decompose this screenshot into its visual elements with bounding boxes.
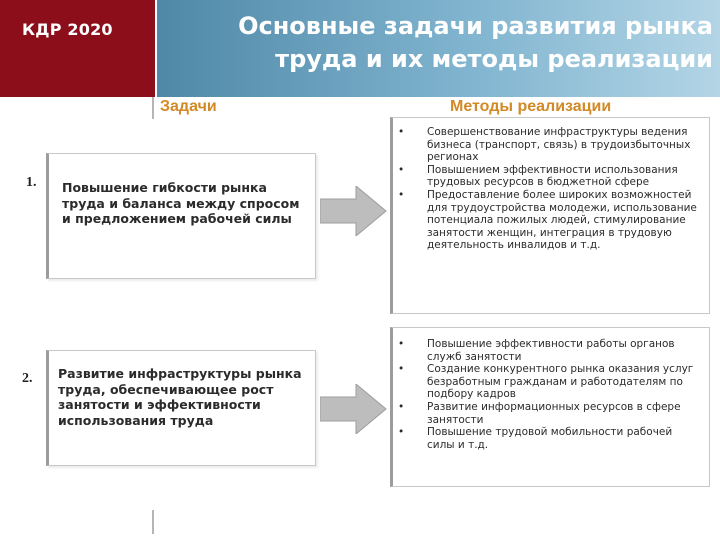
bullet-icon: • [398,163,405,176]
arrow-right-icon [320,186,388,236]
methods-column-header: Методы реализации [450,98,612,115]
list-item [398,126,698,164]
method-text: Повышение трудовой мобильности рабочей силы и т.д. [427,426,673,451]
brand-block [0,0,155,97]
method-text: Создание конкурентного рынка оказания услуг безработным гражданам и работодателям по подбору кадров [427,363,694,401]
methods-list-1 [398,126,698,252]
task-number: 2. [22,371,33,386]
title-line-2: труда и их методы реализации [275,45,713,73]
bullet-icon: • [398,188,405,201]
task-number: 1. [26,175,37,190]
method-text: Повышением эффективности использования трудовых ресурсов в бюджетной сфере [427,163,678,189]
arrow-right-icon [320,384,388,434]
method-text: Совершенствование инфраструктуры ведения бизнеса (транспорт, связь) в трудоизбыточных регионах [427,126,691,164]
bullet-icon: • [398,426,405,439]
method-text: Повышение эффективности работы органов служб занятости [427,338,675,363]
list-item [398,401,698,426]
bullet-icon: • [398,363,405,376]
divider-line-top [152,97,154,119]
methods-list-2 [398,338,698,451]
list-item [398,338,698,363]
bullet-icon: • [398,400,405,413]
bullet-icon: • [398,338,405,350]
task-text-1: Повышение гибкости рынка труда и баланса между спросом и предложением рабочей силы [62,180,300,226]
bullet-icon: • [398,126,405,138]
divider-line-bottom [152,510,154,534]
list-item [398,426,698,451]
list-item [398,164,698,189]
title-banner [157,0,720,97]
title-line-1: Основные задачи развития рынка [238,12,713,40]
method-text: Развитие информационных ресурсов в сфере занятости [427,400,681,426]
task-text-2: Развитие инфраструктуры рынка труда, обеспечивающее рост занятости и эффективности использования труда [58,366,302,428]
list-item [398,363,698,401]
brand-label: КДР 2020 [22,20,113,39]
method-text: Предоставление более широких возможностей для трудоустройства молодежи, использование потенциала пожилых людей, стимулирование занятости женщин, интеграция в трудовую деятельность инвалидов и т.д. [427,188,697,252]
tasks-column-header: Задачи [160,98,217,115]
page-title [157,10,713,76]
list-item [398,189,698,252]
